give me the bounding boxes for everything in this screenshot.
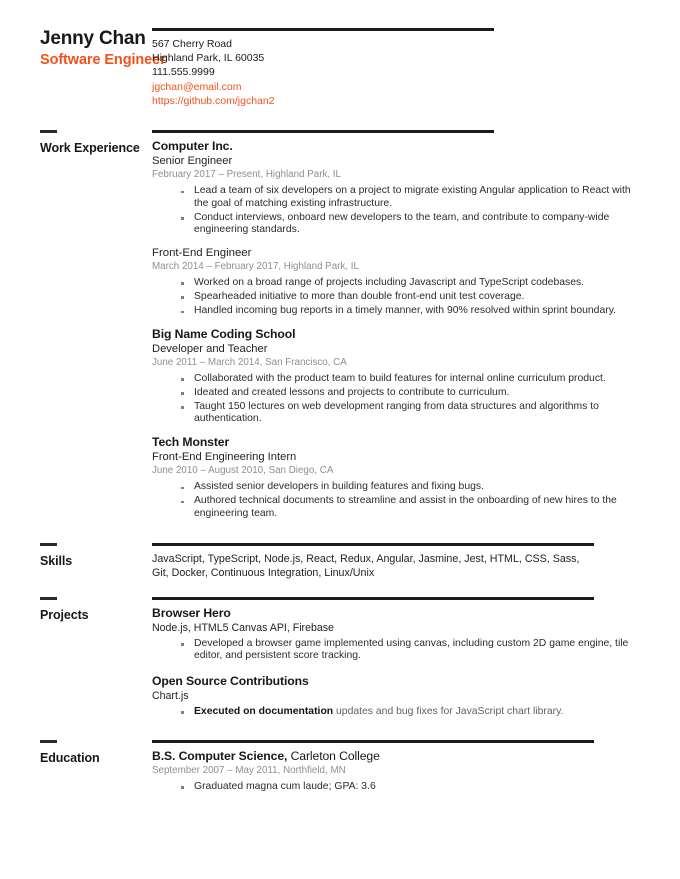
project-entry-stack: Node.js, HTML5 Canvas API, Firebase	[152, 621, 334, 634]
list-item: Developed a browser game implemented using canvas, including custom 2D game engine, tile editor, and persistent score tracking.	[152, 638, 632, 663]
work-entry	[152, 327, 632, 426]
resume-header	[0, 0, 680, 108]
education-meta: September 2007 – May 2011, Northfield, MN	[152, 764, 346, 776]
education-bullets	[152, 781, 632, 794]
candidate-role: Software Engineer	[40, 51, 166, 68]
list-item: Handled incoming bug reports in a timely manner, with 90% resolved within sprint boundary.	[152, 305, 632, 318]
work-entry-meta: March 2014 – February 2017, Highland Park, IL	[152, 260, 359, 272]
skills-content	[152, 543, 680, 581]
education-label-col	[0, 740, 152, 766]
work-entry	[152, 435, 632, 520]
contact-street: 567 Cherry Road	[152, 38, 232, 50]
list-item: Worked on a broad range of projects including Javascript and TypeScript codebases.	[152, 277, 632, 290]
header-divider-rule	[152, 28, 494, 31]
work-entry-org: Tech Monster	[152, 435, 230, 450]
project-entry	[152, 606, 632, 663]
section-dash-icon	[40, 597, 57, 600]
projects-divider-rule	[152, 597, 594, 600]
projects-content	[152, 597, 680, 720]
education-degree-major: B.S. Computer Science,	[152, 748, 288, 763]
project-entry-bullets	[152, 638, 632, 663]
section-education	[0, 740, 680, 795]
skills-label-col	[0, 543, 152, 569]
section-label-projects: Projects	[40, 607, 89, 622]
work-entry	[152, 246, 632, 318]
work-divider-rule	[152, 130, 494, 133]
section-label-work-experience: Work Experience	[40, 141, 140, 156]
list-item	[152, 706, 632, 719]
list-item: Collaborated with the product team to build features for internal online curriculum product.	[152, 373, 632, 386]
work-entry-org: Big Name Coding School	[152, 326, 296, 341]
work-entry	[152, 139, 632, 237]
header-identity	[0, 28, 166, 69]
list-item: Lead a team of six developers on a project to migrate existing Angular application to React with the goal of matching existing infrastructure.	[152, 185, 632, 210]
list-item: Spearheaded initiative to more than double front-end unit test coverage.	[152, 291, 632, 304]
work-entry-bullets	[152, 481, 632, 520]
project-entry-name: Open Source Contributions	[152, 673, 309, 688]
list-item: Graduated magna cum laude; GPA: 3.6	[152, 781, 632, 794]
section-dash-icon	[40, 130, 57, 133]
education-entry	[152, 749, 632, 794]
work-experience-label-col	[0, 130, 152, 156]
education-divider-rule	[152, 740, 594, 743]
skills-divider-rule	[152, 543, 594, 546]
section-label-education: Education	[40, 750, 100, 765]
bullet-rest: updates and bug fixes for JavaScript chart library.	[333, 705, 564, 717]
education-degree	[152, 749, 632, 764]
project-entry-stack: Chart.js	[152, 689, 189, 702]
section-dash-icon	[40, 543, 57, 546]
list-item: Authored technical documents to streamline and assist in the onboarding of new hires to the engineering team.	[152, 495, 632, 520]
work-entry-meta: February 2017 – Present, Highland Park, IL	[152, 169, 341, 181]
project-entry-name: Browser Hero	[152, 605, 231, 620]
work-entry-title: Developer and Teacher	[152, 342, 268, 355]
project-entry	[152, 674, 632, 719]
work-entry-meta: June 2010 – August 2010, San Diego, CA	[152, 465, 334, 477]
work-experience-content	[152, 130, 680, 522]
contact-website-link[interactable]: https://github.com/jgchan2	[152, 94, 275, 107]
list-item: Conduct interviews, onboard new developers to the team, and contribute to company-wide engineering standards.	[152, 212, 632, 237]
candidate-name: Jenny Chan	[40, 28, 146, 49]
project-entry-bullets	[152, 706, 632, 719]
education-school: Carleton College	[287, 748, 380, 763]
education-content	[152, 740, 680, 795]
list-item: Taught 150 lectures on web development ranging from data structures and algorithms to authentication.	[152, 401, 632, 426]
list-item: Assisted senior developers in building features and fixing bugs.	[152, 481, 632, 494]
work-entry-bullets	[152, 277, 632, 318]
bullet-emphasis: Executed on documentation	[194, 705, 334, 717]
section-projects	[0, 597, 680, 720]
skills-list: JavaScript, TypeScript, Node.js, React, Redux, Angular, Jasmine, Jest, HTML, CSS, Sass, Git, Docker, Continuous Integration, Linux/Unix	[152, 552, 580, 580]
work-entry-title: Front-End Engineer	[152, 246, 252, 259]
contact-email-link[interactable]: jgchan@email.com	[152, 80, 242, 93]
list-item: Ideated and created lessons and projects to contribute to curriculum.	[152, 387, 632, 400]
contact-city-state-zip: Highland Park, IL 60035	[152, 52, 265, 65]
work-entry-title: Front-End Engineering Intern	[152, 451, 297, 464]
work-entry-bullets	[152, 373, 632, 426]
section-dash-icon	[40, 740, 57, 743]
section-label-skills: Skills	[40, 553, 73, 568]
work-entry-org: Computer Inc.	[152, 139, 233, 154]
contact-phone: 111.555.9999	[152, 66, 215, 79]
work-entry-meta: June 2011 – March 2014, San Francisco, CA	[152, 356, 347, 368]
work-entry-bullets	[152, 185, 632, 237]
section-skills	[0, 543, 680, 581]
work-entry-title: Senior Engineer	[152, 155, 233, 168]
section-work-experience	[0, 130, 680, 522]
projects-label-col	[0, 597, 152, 623]
contact-block	[152, 28, 680, 108]
